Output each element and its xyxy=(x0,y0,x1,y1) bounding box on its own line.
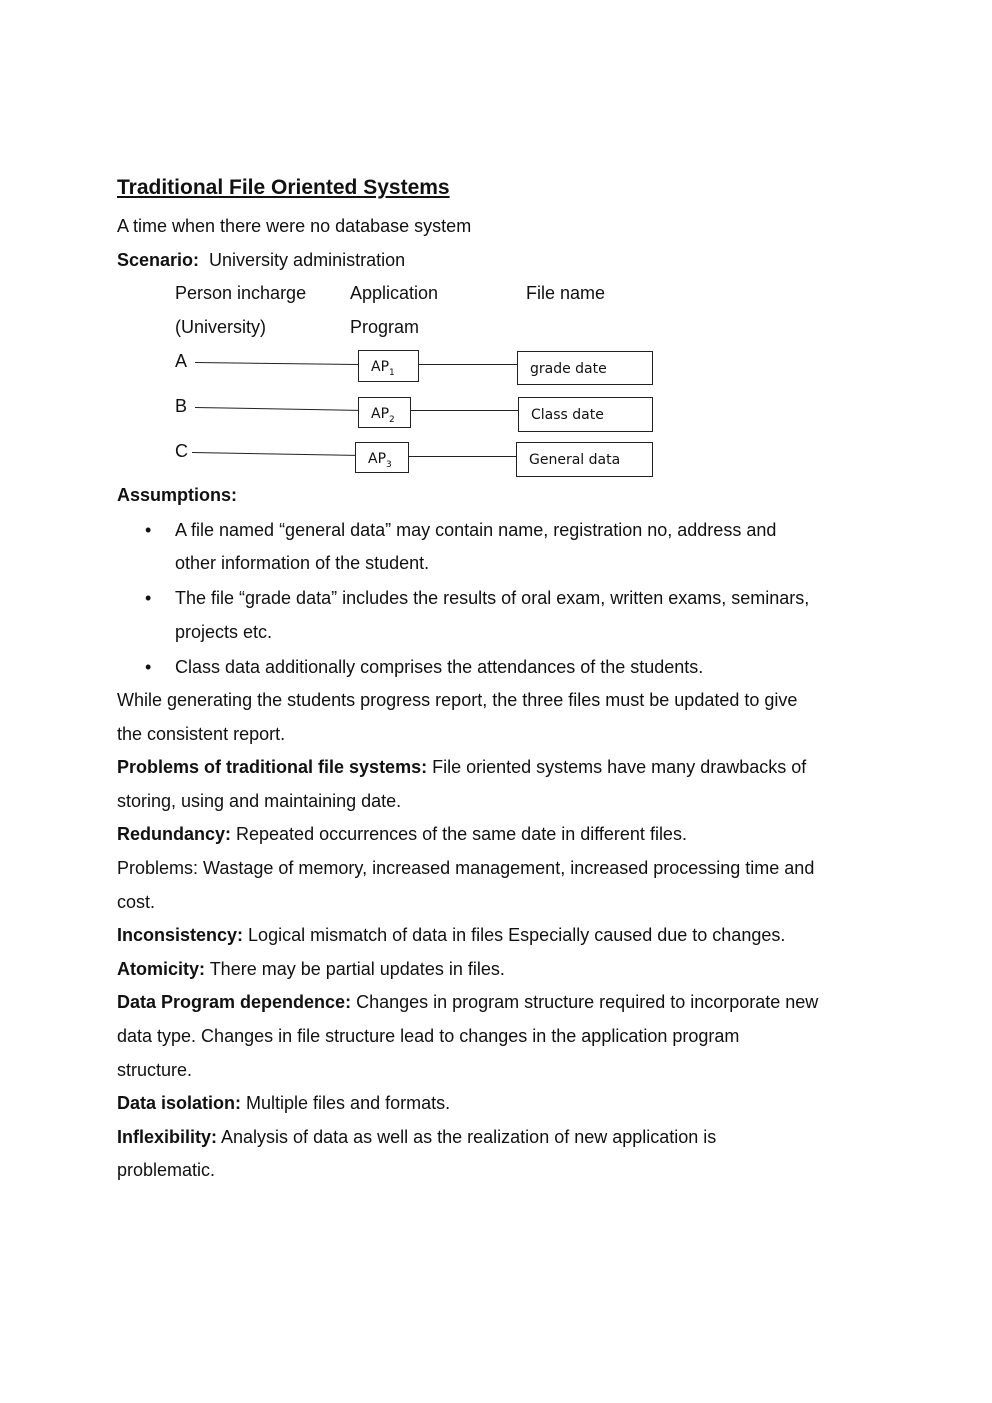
bullet-icon: • xyxy=(145,657,152,677)
assumption-1-line-2: other information of the student. xyxy=(175,553,430,573)
person-c: C xyxy=(175,441,188,461)
dpd-text: Changes in program structure required to incorporate new xyxy=(351,992,819,1012)
problems-text-2: storing, using and maintaining date. xyxy=(117,791,402,811)
assumption-2-line-2: projects etc. xyxy=(175,622,273,642)
file-box-3: General data xyxy=(516,442,653,477)
header-person: Person incharge xyxy=(175,283,307,303)
assumption-2-line-1: The file “grade data” includes the results of oral exam, written exams, seminars, xyxy=(175,588,810,608)
problems-label: Problems of traditional file systems: xyxy=(117,757,428,777)
atomicity-text: There may be partial updates in files. xyxy=(205,959,505,979)
person-a: A xyxy=(175,351,188,371)
dpd-label: Data Program dependence: xyxy=(117,992,352,1012)
intro-text: A time when there were no database system xyxy=(117,216,472,236)
page-title: Traditional File Oriented Systems xyxy=(117,176,450,199)
inflexibility-text: Analysis of data as well as the realization of new application is xyxy=(217,1127,717,1147)
redundancy-text: Repeated occurrences of the same date in different files. xyxy=(231,824,687,844)
header-file: File name xyxy=(526,283,606,303)
para1-line-1: While generating the students progress report, the three files must be updated to give xyxy=(117,690,798,710)
scenario-line xyxy=(117,249,405,271)
file-box-2: Class date xyxy=(518,397,653,432)
isolation-label: Data isolation: xyxy=(117,1093,242,1113)
assumption-1-line-1: A file named “general data” may contain name, registration no, address and xyxy=(175,520,777,540)
header-app-sub: Program xyxy=(350,317,420,337)
connector-line xyxy=(192,452,355,456)
problems-text: File oriented systems have many drawbacks of xyxy=(427,757,807,777)
isolation-text: Multiple files and formats. xyxy=(241,1093,451,1113)
redundancy-label: Redundancy: xyxy=(117,824,232,844)
problems2-line-1: Problems: Wastage of memory, increased management, increased processing time and xyxy=(117,858,815,878)
scenario-label: Scenario: xyxy=(117,250,200,270)
header-app: Application xyxy=(350,283,439,303)
app-box-3: $AP_3$ xyxy=(355,442,409,473)
bullet-icon: • xyxy=(145,588,152,608)
connector-line xyxy=(419,364,517,365)
problems2-line-2: cost. xyxy=(117,892,156,912)
app-box-1: $AP_1$ xyxy=(358,350,419,382)
dpd-text-3: structure. xyxy=(117,1060,193,1080)
inconsistency-label: Inconsistency: xyxy=(117,925,244,945)
assumptions-heading: Assumptions: xyxy=(117,485,238,505)
connector-line xyxy=(411,410,518,411)
assumption-3: Class data additionally comprises the attendances of the students. xyxy=(175,657,704,677)
inflexibility-text-2: problematic. xyxy=(117,1160,216,1180)
scenario-text: University administration xyxy=(209,250,406,270)
connector-line xyxy=(195,362,358,365)
header-person-sub: (University) xyxy=(175,317,267,337)
person-b: B xyxy=(175,396,188,416)
inconsistency-text: Logical mismatch of data in files Especially caused due to changes. xyxy=(243,925,786,945)
atomicity-label: Atomicity: xyxy=(117,959,206,979)
app-box-2: $AP_2$ xyxy=(358,397,411,428)
file-box-1: grade date xyxy=(517,351,653,385)
connector-line xyxy=(409,456,516,457)
connector-line xyxy=(195,407,358,411)
dpd-text-2: data type. Changes in file structure lead to changes in the application program xyxy=(117,1026,740,1046)
bullet-icon: • xyxy=(145,520,152,540)
inflexibility-label: Inflexibility: xyxy=(117,1127,218,1147)
para1-line-2: the consistent report. xyxy=(117,724,286,744)
